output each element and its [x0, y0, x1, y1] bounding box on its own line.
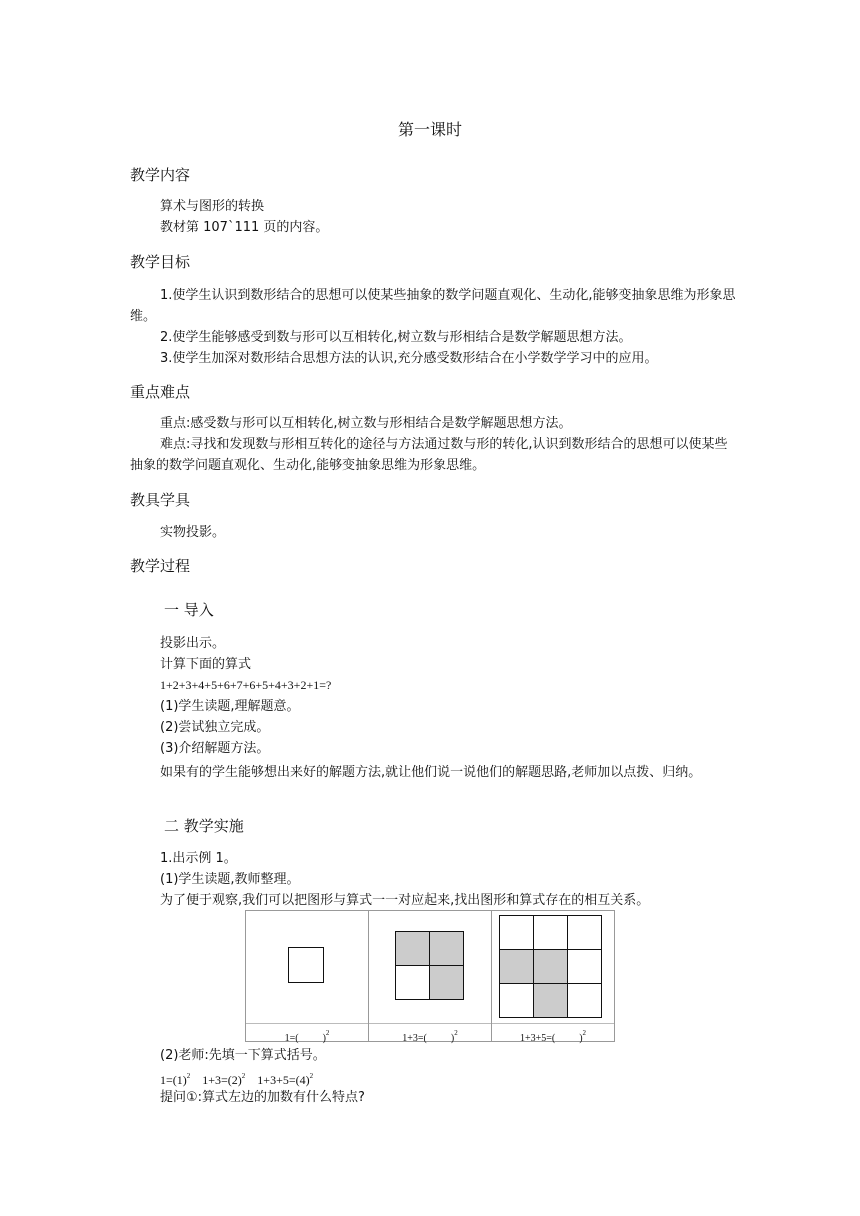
grid-cell — [533, 949, 568, 984]
part1-heading: 一 导入 — [164, 601, 214, 619]
part1-formula: 1+2+3+4+5+6+7+6+5+4+3+2+1=? — [160, 678, 332, 692]
part2-question: 提问①:算式左边的加数有什么特点? — [160, 1090, 365, 1105]
figure-panel-1 — [246, 911, 369, 1044]
formula-c: 1+3+5=(4) — [257, 1073, 310, 1087]
part2-line-2: (1)学生读题,教师整理。 — [160, 872, 300, 887]
grid-cell — [567, 949, 602, 984]
heading-process: 教学过程 — [130, 557, 191, 575]
difficult-point: 难点:寻找和发现数与形相互转化的途径与方法通过数与形的转化,认识到数形结合的思想可以使某些抽象的数学问题直观化、生动化,能够变抽象思维为形象思维。 — [130, 437, 728, 473]
grid-cell — [499, 915, 534, 950]
square-2x2 — [395, 931, 465, 1001]
heading-content: 教学内容 — [130, 166, 191, 184]
figure-caption-3: 1+3+5=( )$^2$ — [492, 1023, 614, 1042]
part2-line-3: 为了便于观察,我们可以把图形与算式一一对应起来,找出图形和算式存在的相互关系。 — [160, 893, 650, 908]
part1-step-1: (1)学生读题,理解题意。 — [160, 699, 300, 714]
key-point: 重点:感受数与形可以互相转化,树立数与形相结合是数学解题思想方法。 — [160, 416, 572, 431]
part1-line-2: 计算下面的算式 — [160, 657, 252, 672]
heading-tools: 教具学具 — [130, 491, 191, 509]
figure-table — [245, 910, 615, 1042]
grid-cell — [395, 965, 430, 1000]
part1-line-1: 投影出示。 — [160, 636, 226, 651]
goal-2: 2.使学生能够感受到数与形可以互相转化,树立数与形相结合是数学解题思想方法。 — [160, 330, 632, 345]
grid-cell — [533, 983, 568, 1018]
part1-step-3: (3)介绍解题方法。 — [160, 741, 270, 756]
part1-step-2: (2)尝试独立完成。 — [160, 720, 270, 735]
content-line-1: 算术与图形的转换 — [160, 199, 265, 214]
grid-cell — [429, 931, 464, 966]
part2-line-1: 1.出示例 1。 — [160, 851, 237, 866]
part2-line-4: (2)老师:先填一下算式括号。 — [160, 1048, 326, 1063]
square-3x3 — [499, 915, 604, 1020]
tools-text: 实物投影。 — [160, 525, 226, 540]
grid-cell — [395, 931, 430, 966]
figure-caption-2: 1+3=( )$^2$ — [369, 1023, 491, 1042]
grid-cell — [499, 983, 534, 1018]
part2-heading: 二 教学实施 — [164, 817, 244, 835]
formula-a: 1=(1) — [160, 1073, 187, 1087]
heading-key-points: 重点难点 — [130, 383, 191, 401]
formula-b: 1+3=(2) — [202, 1073, 242, 1087]
heading-goals: 教学目标 — [130, 253, 191, 271]
grid-cell — [499, 949, 534, 984]
content-line-2: 教材第 107`111 页的内容。 — [160, 220, 329, 235]
square-1x1 — [288, 947, 324, 983]
goal-3: 3.使学生加深对数形结合思想方法的认识,充分感受数形结合在小学数学学习中的应用。 — [160, 351, 658, 366]
page-title: 第一课时 — [397, 120, 462, 139]
goal-1: 1.使学生认识到数形结合的思想可以使某些抽象的数学问题直观化、生动化,能够变抽象思维为形象思维。 — [130, 288, 736, 324]
grid-cell — [567, 983, 602, 1018]
grid-cell — [429, 965, 464, 1000]
grid-cell — [567, 915, 602, 950]
figure-panel-3 — [492, 911, 614, 1044]
figure-panel-2 — [369, 911, 492, 1044]
part1-paragraph: 如果有的学生能够想出来好的解题方法,就让他们说一说他们的解题思路,老师加以点拨、归纳。 — [160, 765, 702, 780]
figure-caption-1: 1=( )$^2$ — [246, 1023, 368, 1042]
grid-cell — [533, 915, 568, 950]
part2-formulas: $1=(1)^2$ $1+3=(2)^2$ $1+3+5=(4)^2$ — [160, 1072, 314, 1087]
